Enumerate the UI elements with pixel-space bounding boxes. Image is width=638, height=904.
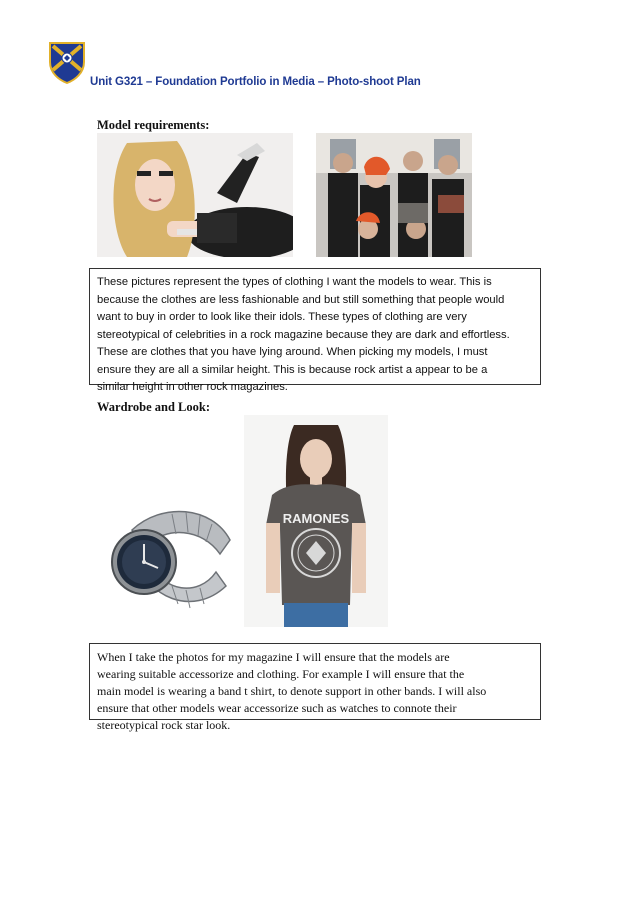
wardrobe-text-box [89, 643, 541, 732]
paragraph-line: When I take the photos for my magazine I will ensure that the models are [97, 650, 450, 664]
band-tshirt-photo [244, 415, 388, 627]
paragraph-line: because the clothes are less fashionable and but still something that people would [97, 293, 505, 306]
paragraph-line: similar height in other rock magazines. [97, 381, 288, 393]
paragraph-line: ensure that other models wear accessorize such as watches to connote their [97, 701, 457, 715]
paragraph-line: These are clothes that you have lying around. When picking my models, I must [97, 346, 488, 358]
paragraph-line: These pictures represent the types of clothing I want the models to wear. This is [97, 276, 492, 288]
wardrobe-and-look-heading: Wardrobe and Look: [97, 400, 210, 414]
paragraph-line: stereotypical of celebrities in a rock magazine because they are dark and effortless. [97, 328, 510, 341]
model-requirements-heading: Model requirements: [97, 118, 210, 132]
paragraph-line: main model is wearing a band t shirt, to denote support in other bands. I will also [97, 684, 487, 698]
band-photo [316, 133, 472, 257]
paragraph-line: ensure they are all a similar height. This is because rock artist a appear to be a [97, 363, 488, 376]
tshirt-print-text: RAMONES [282, 511, 350, 526]
watch-photo [102, 500, 236, 620]
school-crest-logo [47, 40, 87, 84]
model-photo [97, 133, 293, 257]
model-requirements-text-box [89, 268, 541, 393]
paragraph-line: want to buy in order to look like their idols. These types of clothing are very [97, 311, 467, 323]
paragraph-line: wearing suitable accessorize and clothing. For example I will ensure that the [97, 667, 465, 681]
document-header-title: Unit G321 – Foundation Portfolio in Media – Photo-shoot Plan [90, 76, 421, 88]
paragraph-line: stereotypical rock star look. [97, 718, 231, 732]
